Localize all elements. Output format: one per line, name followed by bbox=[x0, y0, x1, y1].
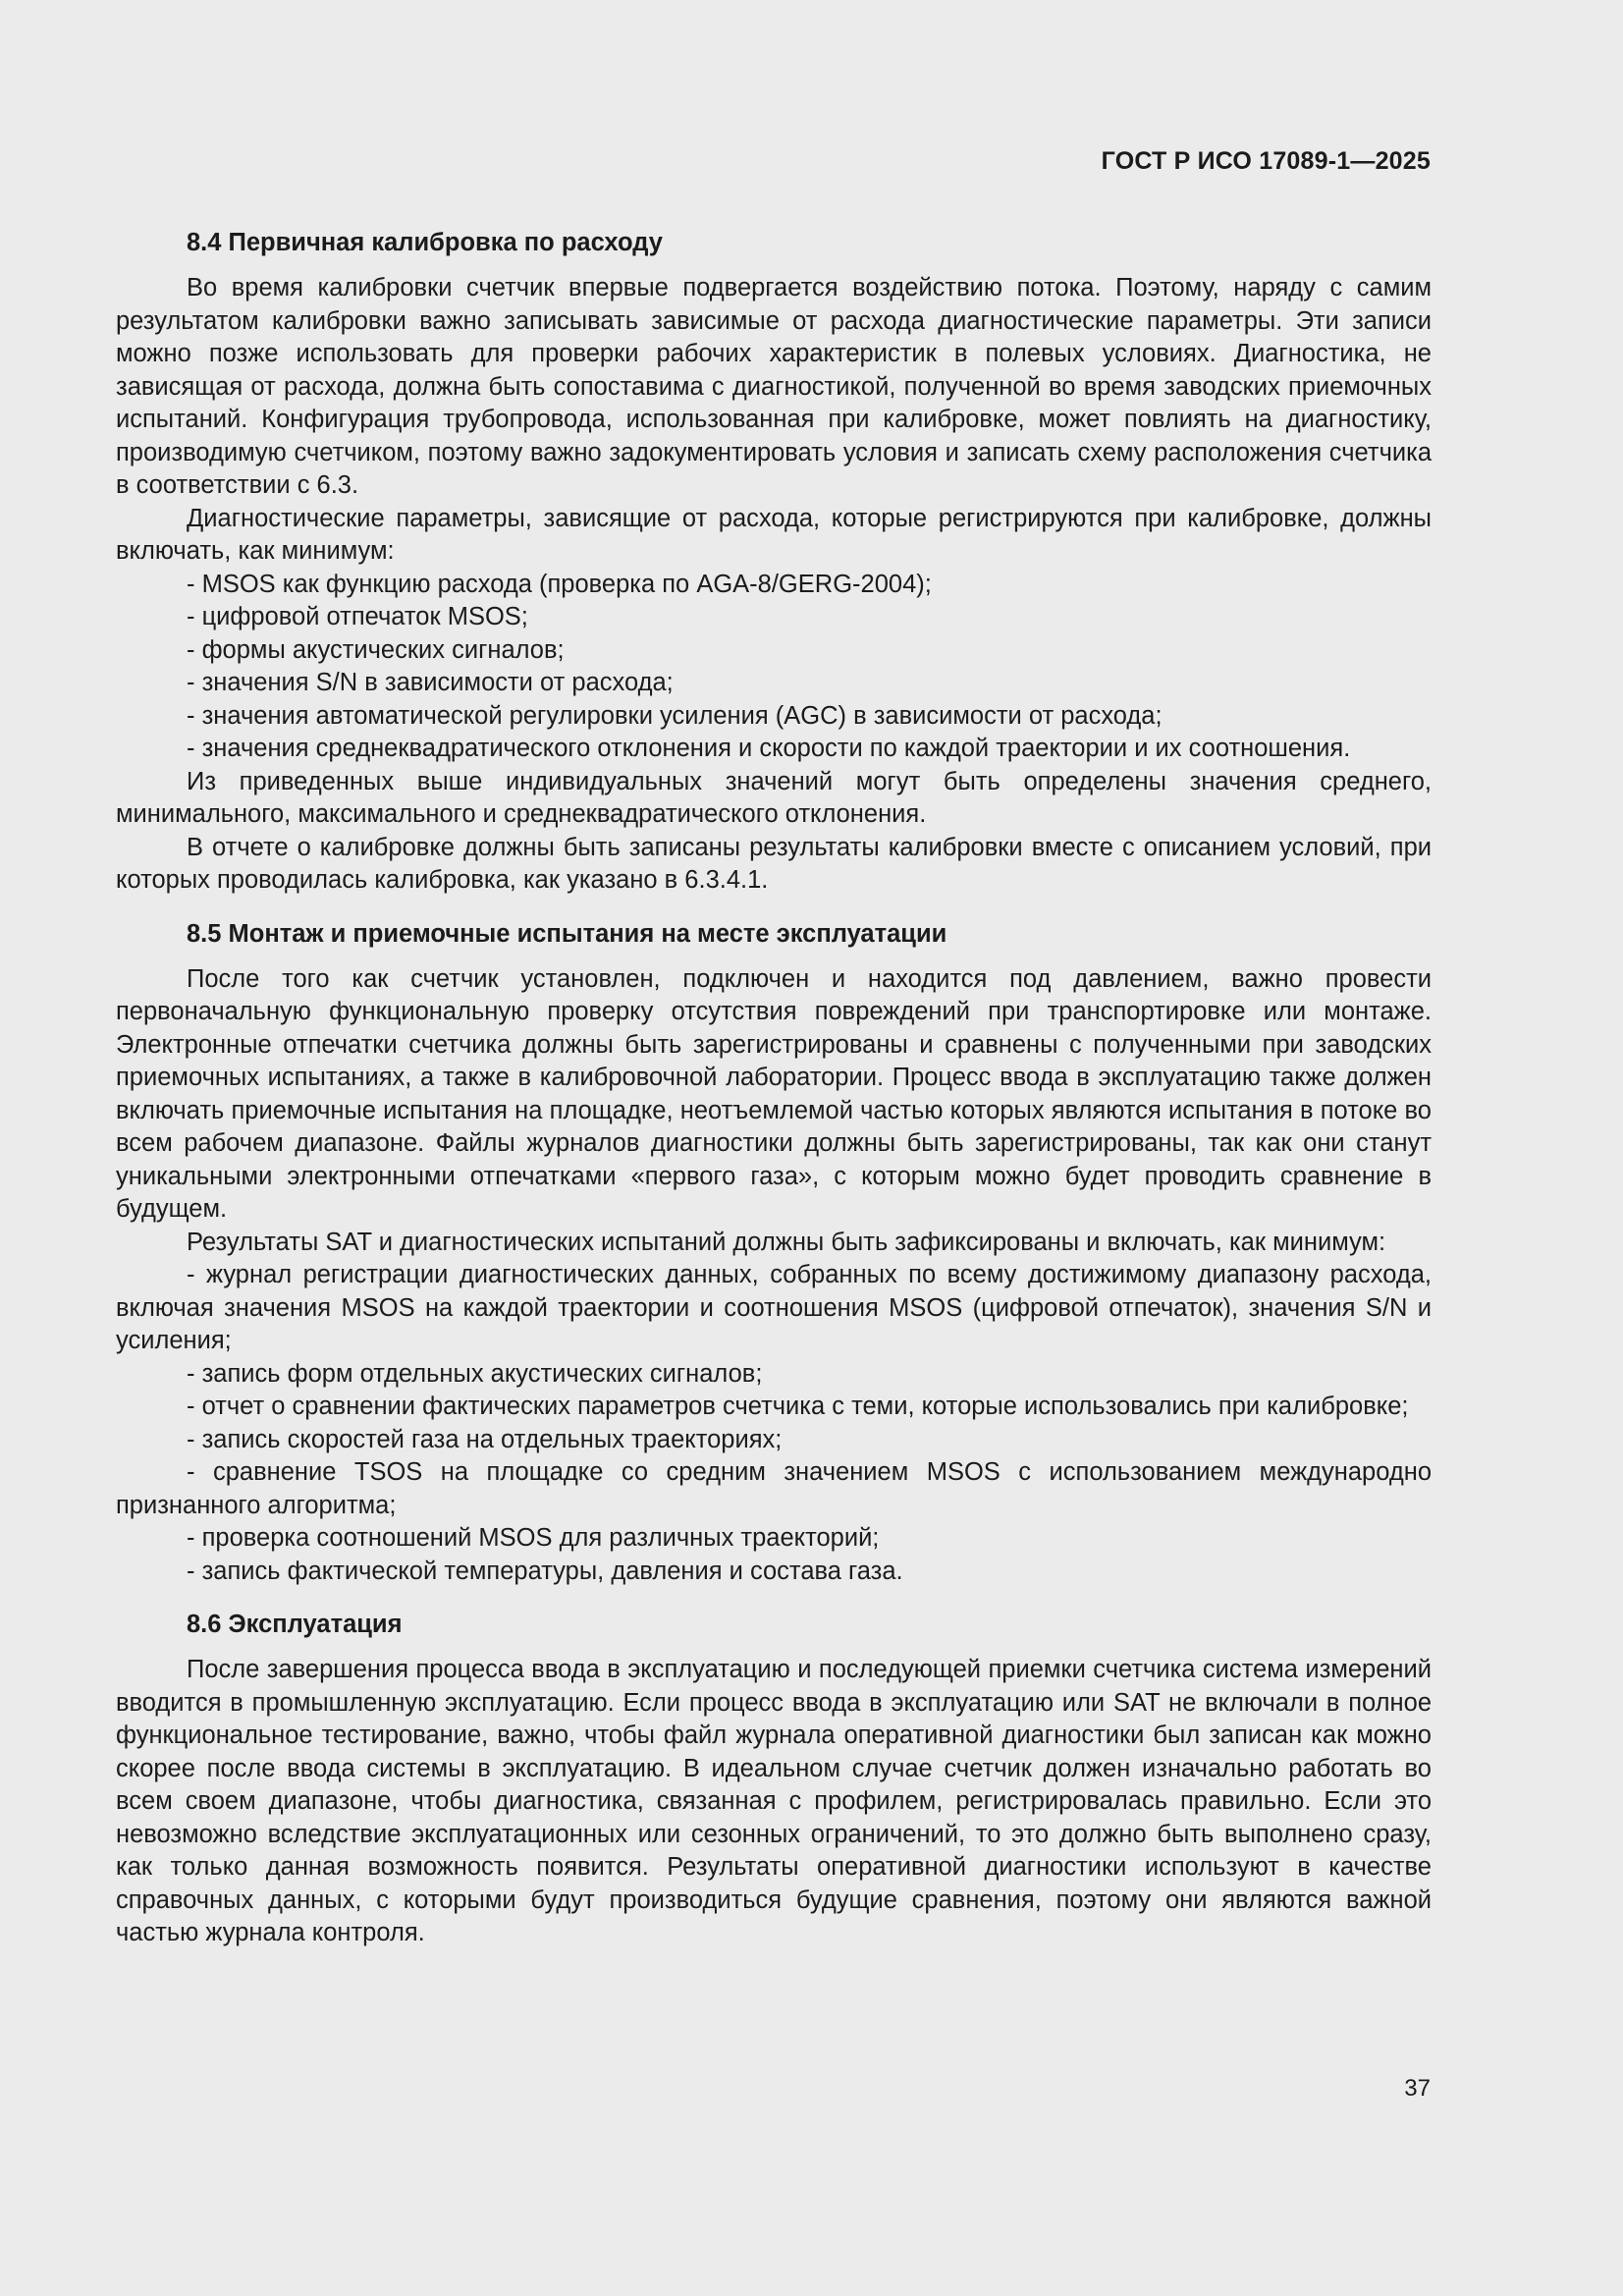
list-item: - проверка соотношений MSOS для различных траекторий; bbox=[187, 1524, 880, 1552]
list-item: - значения автоматической регулировки усиления (AGC) в зависимости от расхода; bbox=[187, 701, 1163, 730]
section-8-6 bbox=[116, 1608, 1432, 1950]
section-heading: 8.6 Эксплуатация bbox=[187, 1611, 403, 1638]
list-item: - значения S/N в зависимости от расхода; bbox=[187, 669, 674, 696]
section-8-4 bbox=[116, 226, 1432, 898]
paragraph: В отчете о калибровке должны быть записаны результаты калибровки вместе с описанием условий, при которых проводилась калибровка, как указано в 6.3.4.1. bbox=[116, 833, 1432, 894]
list-item: - отчет о сравнении фактических параметров счетчика с теми, которые использовались при калибровке; bbox=[187, 1393, 1409, 1420]
list-item: - MSOS как функцию расхода (проверка по AGA-8/GERG-2004); bbox=[187, 570, 932, 598]
section-8-5 bbox=[116, 917, 1432, 1589]
document-number-header: ГОСТ Р ИСО 17089-1—2025 bbox=[1101, 147, 1431, 175]
document-body bbox=[116, 226, 1432, 1950]
section-heading: 8.5 Монтаж и приемочные испытания на месте эксплуатации bbox=[187, 919, 947, 948]
list-item: - запись скоростей газа на отдельных траекториях; bbox=[187, 1425, 783, 1453]
paragraph: После того как счетчик установлен, подключен и находится под давлением, важно провести первоначальную функциональную проверку отсутствия повреждений при транспортировке или монтаже. Электронные отпечатки счетчика должны быть зарегистрированы и сравнены с полученными при заводских приемочных испытаниях, а также в калибровочной лаборатории. Процесс ввода в эксплуатацию также должен включать приемочные испытания на площадке, неотъемлемой частью которых являются испытания в потоке во всем рабочем диапазоне. Файлы журналов диагностики должны быть зарегистрированы, так как они станут уникальными электронными отпечатками «первого газа», с которым можно будет проводить сравнение в будущем. bbox=[116, 964, 1432, 1223]
list-item: - журнал регистрации диагностических данных, собранных по всему достижимому диапазону расхода, включая значения MSOS на каждой траектории и соотношения MSOS (цифровой отпечаток), значения S/N и усиления; bbox=[116, 1261, 1432, 1354]
paragraph: Во время калибровки счетчик впервые подвергается воздействию потока. Поэтому, наряду с самим результатом калибровки важно записывать зависимые от расхода диагностические параметры. Эти записи можно позже использовать для проверки рабочих характеристик в полевых условиях. Диагностика, не зависящая от расхода, должна быть сопоставима с диагностикой, полученной во время заводских приемочных испытаний. Конфигурация трубопровода, использованная при калибровке, может повлиять на диагностику, производимую счетчиком, поэтому важно задокументировать условия и записать схему расположения счетчика в соответствии с 6.3. bbox=[116, 274, 1432, 499]
paragraph: Из приведенных выше индивидуальных значений могут быть определены значения среднего, минимального, максимального и среднеквадратического отклонения. bbox=[116, 767, 1432, 828]
list-item: - сравнение TSOS на площадке со средним значением MSOS с использованием международно признанного алгоритма; bbox=[116, 1458, 1432, 1519]
page-number: 37 bbox=[1404, 2075, 1431, 2102]
paragraph: Диагностические параметры, зависящие от расхода, которые регистрируются при калибровке, должны включать, как минимум: bbox=[116, 504, 1432, 565]
paragraph: После завершения процесса ввода в эксплуатацию и последующей приемки счетчика система измерений вводится в промышленную эксплуатацию. Если процесс ввода в эксплуатацию или SAT не включали в полное функциональное тестирование, важно, чтобы файл журнала оперативной диагностики был записан как можно скорее после ввода системы в эксплуатацию. В идеальном случае счетчик должен изначально работать во всем своем диапазоне, чтобы диагностика, связанная с профилем, регистрировалась правильно. Если это невозможно вследствие эксплуатационных или сезонных ограничений, то это должно быть выполнено сразу, как только данная возможность появится. Результаты оперативной диагностики используют в качестве справочных данных, с которыми будут производиться будущие сравнения, поэтому они являются важной частью журнала контроля. bbox=[116, 1656, 1432, 1946]
paragraph: Результаты SAT и диагностических испытаний должны быть зафиксированы и включать, как минимум: bbox=[187, 1228, 1386, 1256]
list-item: - цифровой отпечаток MSOS; bbox=[187, 603, 528, 630]
list-item: - формы акустических сигналов; bbox=[187, 635, 565, 664]
list-item: - запись фактической температуры, давления и состава газа. bbox=[187, 1557, 903, 1585]
section-heading: 8.4 Первичная калибровка по расходу bbox=[187, 229, 663, 256]
list-item: - запись форм отдельных акустических сигналов; bbox=[187, 1359, 763, 1388]
list-item: - значения среднеквадратического отклонения и скорости по каждой траектории и их соотношения. bbox=[187, 735, 1351, 762]
